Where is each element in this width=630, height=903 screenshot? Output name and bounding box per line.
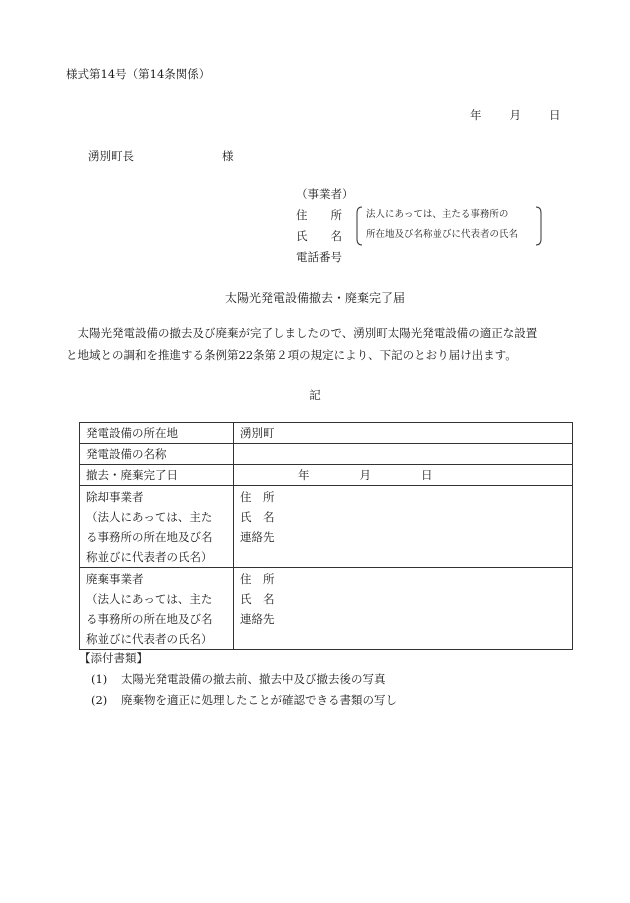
date-year: 年 — [470, 108, 482, 122]
disposer-label — [80, 568, 234, 650]
completion-year: 年 — [298, 468, 310, 482]
remover-line-1: 除却事業者 — [86, 490, 144, 504]
corporate-note-line2: 所在地及び名称並びに代表者の氏名 — [366, 229, 519, 240]
completion-day: 日 — [421, 468, 433, 482]
attachment-number: (2) — [91, 693, 108, 707]
remover-contact-label: 連絡先 — [240, 530, 275, 544]
bracket-shape — [356, 205, 546, 247]
date-day: 日 — [549, 108, 561, 122]
remover-label — [80, 486, 234, 568]
attachment-text: 廃棄物を適正に処理したことが確認できる書類の写し — [121, 693, 397, 707]
table-row — [80, 465, 573, 486]
form-number: 様式第14号（第14条関係） — [66, 67, 211, 81]
disposer-details — [234, 568, 573, 650]
location-value: 湧別町 — [234, 423, 573, 444]
body-line-1: 太陽光発電設備の撤去及び廃棄が完了しましたので、湧別町太陽光発電設備の適正な設置 — [66, 326, 538, 340]
disposer-line-3: る事務所の所在地及び名 — [86, 612, 213, 626]
facility-name-value — [234, 444, 573, 465]
ki-marker: 記 — [309, 388, 321, 402]
remover-details — [234, 486, 573, 568]
attachment-number: (1) — [91, 672, 108, 686]
disposer-line-2: （法人にあっては、主た — [86, 592, 213, 606]
details-table — [79, 422, 573, 650]
applicant-block — [296, 184, 354, 268]
completion-date-value — [234, 465, 573, 486]
disposer-line-1: 廃棄事業者 — [86, 572, 144, 586]
disposer-line-4: 称並びに代表者の氏名） — [86, 632, 213, 646]
remover-name-label: 氏 名 — [240, 510, 275, 524]
corporate-note-line1: 法人にあっては、主たる事務所の — [366, 209, 509, 220]
address-label: 住 所 — [296, 208, 342, 222]
disposer-name-label: 氏 名 — [240, 592, 275, 606]
disposer-address-label: 住 所 — [240, 572, 275, 586]
name-label: 氏 名 — [296, 229, 342, 243]
date-month: 月 — [509, 108, 521, 122]
table-row — [80, 423, 573, 444]
location-label: 発電設備の所在地 — [80, 423, 234, 444]
remover-address-label: 住 所 — [240, 490, 275, 504]
facility-name-label: 発電設備の名称 — [80, 444, 234, 465]
disposer-contact-label: 連絡先 — [240, 612, 275, 626]
recipient-name: 湧別町長 — [88, 149, 134, 163]
attachment-item — [79, 690, 397, 711]
table-row — [80, 486, 573, 568]
remover-line-3: る事務所の所在地及び名 — [86, 530, 213, 544]
body-line-2: と地域との調和を推進する条例第22条第２項の規定により、下記のとおり届け出ます。 — [66, 348, 517, 362]
attachment-item — [79, 669, 397, 690]
attachment-text: 太陽光発電設備の撤去前、撤去中及び撤去後の写真 — [121, 672, 386, 686]
corporate-note — [356, 205, 544, 245]
document-title: 太陽光発電設備撤去・廃棄完了届 — [224, 291, 405, 305]
table-row — [80, 444, 573, 465]
completion-month: 月 — [359, 468, 371, 482]
date-line — [470, 107, 561, 123]
remover-line-2: （法人にあっては、主た — [86, 510, 213, 524]
body-text — [66, 322, 566, 366]
completion-date-label: 撤去・廃棄完了日 — [80, 465, 234, 486]
attachments — [79, 648, 397, 711]
recipient-honorific: 様 — [222, 149, 234, 163]
applicant-label: （事業者） — [296, 187, 354, 201]
remover-line-4: 称並びに代表者の氏名） — [86, 550, 213, 564]
attachments-heading: 【添付書類】 — [79, 651, 148, 665]
table-row — [80, 568, 573, 650]
phone-label: 電話番号 — [296, 250, 342, 264]
